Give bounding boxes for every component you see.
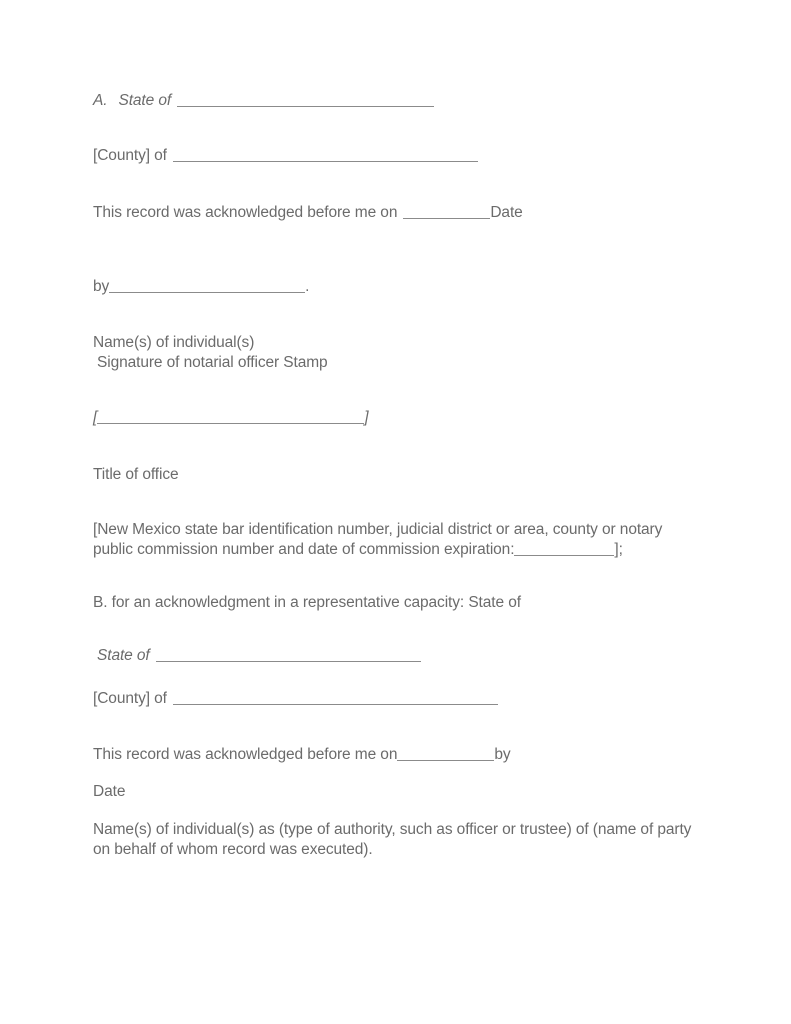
line-section-a-acknowledged bbox=[93, 203, 523, 223]
nm-note-line1: [New Mexico state bar identification number, judicial district or area, county or notary bbox=[93, 521, 663, 538]
line-section-b-county bbox=[93, 689, 498, 709]
section-b-county-label: [County] of bbox=[93, 690, 167, 707]
section-b-heading-text: B. for an acknowledgment in a representative capacity: State of bbox=[93, 594, 521, 611]
section-a-county-label: [County] of bbox=[93, 147, 167, 164]
section-a-signature-caption: Signature of notarial officer Stamp bbox=[97, 354, 328, 371]
block-section-b-names bbox=[93, 820, 691, 860]
county-a-blank-line bbox=[173, 160, 478, 162]
section-b-names-line1: Name(s) of individual(s) as (type of authority, such as officer or trustee) of (name of party bbox=[93, 821, 692, 838]
line-section-b-date bbox=[93, 782, 125, 802]
section-a-date-suffix: Date bbox=[490, 204, 523, 221]
line-section-a-state bbox=[93, 91, 434, 111]
commission-expiration-blank-line bbox=[514, 554, 614, 556]
section-a-by-label: by bbox=[93, 278, 110, 295]
section-a-letter: A. bbox=[93, 92, 108, 109]
date-b-blank-line bbox=[397, 759, 494, 761]
section-a-state-label: State of bbox=[118, 92, 172, 109]
title-of-office-label: Title of office bbox=[93, 466, 179, 483]
nm-note-line2 bbox=[93, 540, 662, 560]
state-b-blank-line bbox=[156, 660, 421, 662]
line-title-of-office bbox=[93, 465, 179, 485]
line-section-a-county bbox=[93, 146, 478, 166]
date-a-blank-line bbox=[403, 217, 490, 219]
section-b-names-line2: on behalf of whom record was executed). bbox=[93, 841, 373, 858]
block-section-a-names bbox=[93, 333, 328, 373]
line-section-a-by bbox=[93, 277, 309, 297]
nm-note-line2-text: public commission number and date of commission expiration: bbox=[93, 541, 515, 558]
stamp-bracket-close: ] bbox=[364, 409, 369, 426]
block-nm-note bbox=[93, 520, 662, 560]
line-stamp-brackets bbox=[93, 408, 368, 428]
section-a-acknowledged-text: This record was acknowledged before me on bbox=[93, 204, 398, 221]
line-section-b-heading bbox=[93, 593, 521, 613]
section-b-state-label: State of bbox=[97, 647, 150, 664]
section-b-acknowledged-text: This record was acknowledged before me on bbox=[93, 746, 398, 763]
nm-note-suffix: ]; bbox=[614, 541, 623, 558]
line-section-b-acknowledged bbox=[93, 745, 511, 765]
line-section-b-state bbox=[97, 646, 421, 666]
section-b-by-suffix: by bbox=[494, 746, 511, 763]
county-b-blank-line bbox=[173, 703, 498, 705]
state-a-blank-line bbox=[177, 105, 434, 107]
stamp-blank-line bbox=[97, 422, 364, 424]
stamp-bracket-open: [ bbox=[93, 409, 98, 426]
section-a-names-caption: Name(s) of individual(s) bbox=[93, 334, 255, 351]
section-b-date-caption: Date bbox=[93, 783, 126, 800]
section-a-by-period: . bbox=[305, 278, 310, 295]
by-blank-line bbox=[109, 291, 305, 293]
